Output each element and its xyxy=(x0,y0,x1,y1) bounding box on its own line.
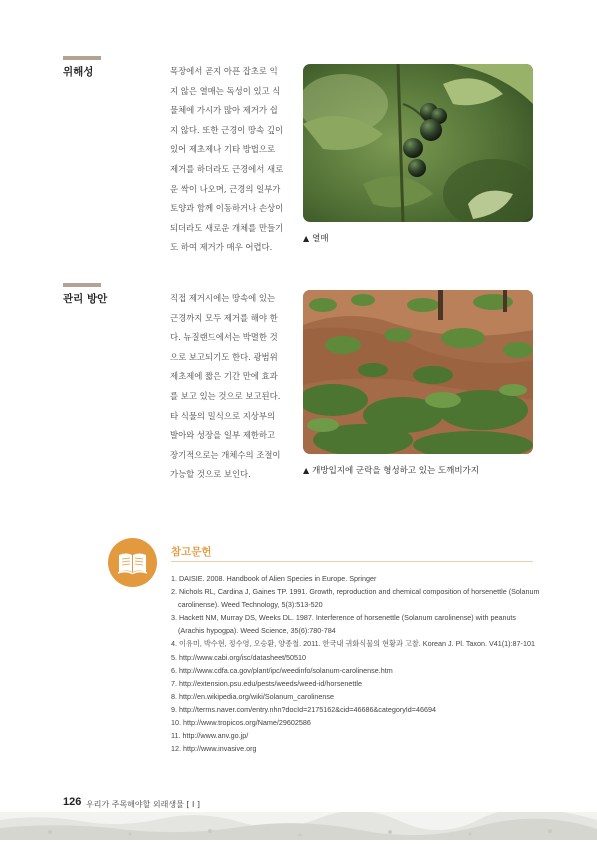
text-line: 으로 보고되기도 한다. 광범위 xyxy=(170,351,278,362)
reference-item: 4. 이유미, 박수현, 정수영, 오승환, 양종철. 2011. 한국내 귀화식물의 현황과 고찰. Korean J. Pl. Taxon. V41(1):87-101 xyxy=(171,639,535,649)
text-line: 다. 뉴질랜드에서는 박멸한 것 xyxy=(170,332,278,343)
text-line: 목장에서 곧지 아픈 잡초로 익 xyxy=(170,66,278,76)
references-divider xyxy=(171,561,533,562)
book-title: 우리가 주목해야할 외래생물 [ I ] xyxy=(86,800,201,809)
section-heading-risk: 위해성 xyxy=(63,66,94,78)
text-line: 제거를 하더라도 근경에서 새로 xyxy=(170,163,284,174)
references-list xyxy=(171,572,541,755)
text-line: 되더라도 새로운 개체를 만들기 xyxy=(170,222,284,233)
reference-item: 6. http://www.cdfa.ca.gov/plant/ipc/weedinfo/solanum-carolinense.htm xyxy=(171,665,393,675)
reference-item: 3. Hackett NM, Murray DS, Weeks DL. 1987. Interference of horsenettle (Solanum carolinense) with peanuts xyxy=(171,613,517,623)
text-line: 물체에 가시가 많아 제거가 쉽 xyxy=(170,105,278,116)
book-icon xyxy=(108,538,157,587)
page-number: 126 xyxy=(63,796,82,808)
text-line: 를 보고 있는 것으로 보고된다. xyxy=(170,390,281,401)
text-line: 가능할 것으로 보인다. xyxy=(170,469,251,480)
text-line: 타 식물의 밀식으로 지상부의 xyxy=(170,410,276,421)
colony-photo-caption xyxy=(303,464,479,476)
reference-item: 11. http://www.anv.go.jp/ xyxy=(171,731,249,741)
text-line: 직접 제거시에는 땅속에 있는 xyxy=(170,293,276,303)
text-line: 지 않다. 또한 근경이 땅속 깊이 xyxy=(170,124,284,135)
text-line: 발아와 성장을 일부 제한하고 xyxy=(170,430,276,441)
references-title: 참고문헌 xyxy=(171,546,212,558)
fruit-photo-caption xyxy=(303,232,329,244)
text-line: 있어 제초제나 기타 방법으로 xyxy=(170,144,276,155)
colony-photo xyxy=(303,290,533,454)
caption-text: 열매 xyxy=(312,234,329,244)
reference-item: 7. http://extension.psu.edu/pests/weeds/weed-id/horsenettle xyxy=(171,678,362,688)
reference-item: 1. DAISIE. 2008. Handbook of Alien Species in Europe. Springer xyxy=(171,574,377,583)
triangle-icon: ▲ xyxy=(303,466,310,475)
triangle-icon: ▲ xyxy=(303,234,310,243)
text-line: 지 않은 열매는 독성이 있고 식 xyxy=(170,85,281,96)
reference-item: carolinense). Weed Technology, 5(3):513-520 xyxy=(178,600,323,610)
text-line: 근경까지 모두 제거를 해야 한 xyxy=(170,312,278,323)
section-heading-bar xyxy=(63,56,101,60)
text-line: 토양과 함께 이동하거나 손상이 xyxy=(170,203,284,214)
reference-item: 2. Nichols RL, Cardina J, Gaines TP. 1991. Growth, reproduction and chemical composition of horsenettle (Solanum xyxy=(171,587,540,597)
text-line: 운 싹이 나오며, 근경의 일부가 xyxy=(170,183,281,194)
section-heading-bar xyxy=(63,283,101,287)
reference-item: 8. http://en.wikipedia.org/wiki/Solanum_carolinense xyxy=(171,691,335,701)
section-heading-management: 관리 방안 xyxy=(63,293,108,305)
reference-item: 12. http://www.invasive.org xyxy=(171,744,257,754)
reference-item: 9. http://terms.naver.com/entry.nhn?docId=2175162&cid=46686&categoryId=46694 xyxy=(171,704,436,714)
text-line: 도 하여 제거가 매우 어렵다. xyxy=(170,242,273,253)
reference-item: 5. http://www.cabi.org/isc/datasheet/50510 xyxy=(171,652,307,662)
management-body-text xyxy=(170,289,292,485)
fruit-photo xyxy=(303,64,533,222)
reference-item: (Arachis hypogpa). Weed Science, 35(6):780-784 xyxy=(178,626,336,636)
text-line: 제초제에 짧은 기간 만에 효과 xyxy=(170,371,278,382)
caption-text: 개방입지에 군락을 형성하고 있는 도깨비가지 xyxy=(312,466,479,476)
risk-body-text xyxy=(170,62,292,258)
reference-item: 10. http://www.tropicos.org/Name/29602586 xyxy=(171,718,311,728)
text-line: 장기적으로는 개체수의 조절이 xyxy=(170,449,281,460)
footer-decoration xyxy=(0,812,597,840)
